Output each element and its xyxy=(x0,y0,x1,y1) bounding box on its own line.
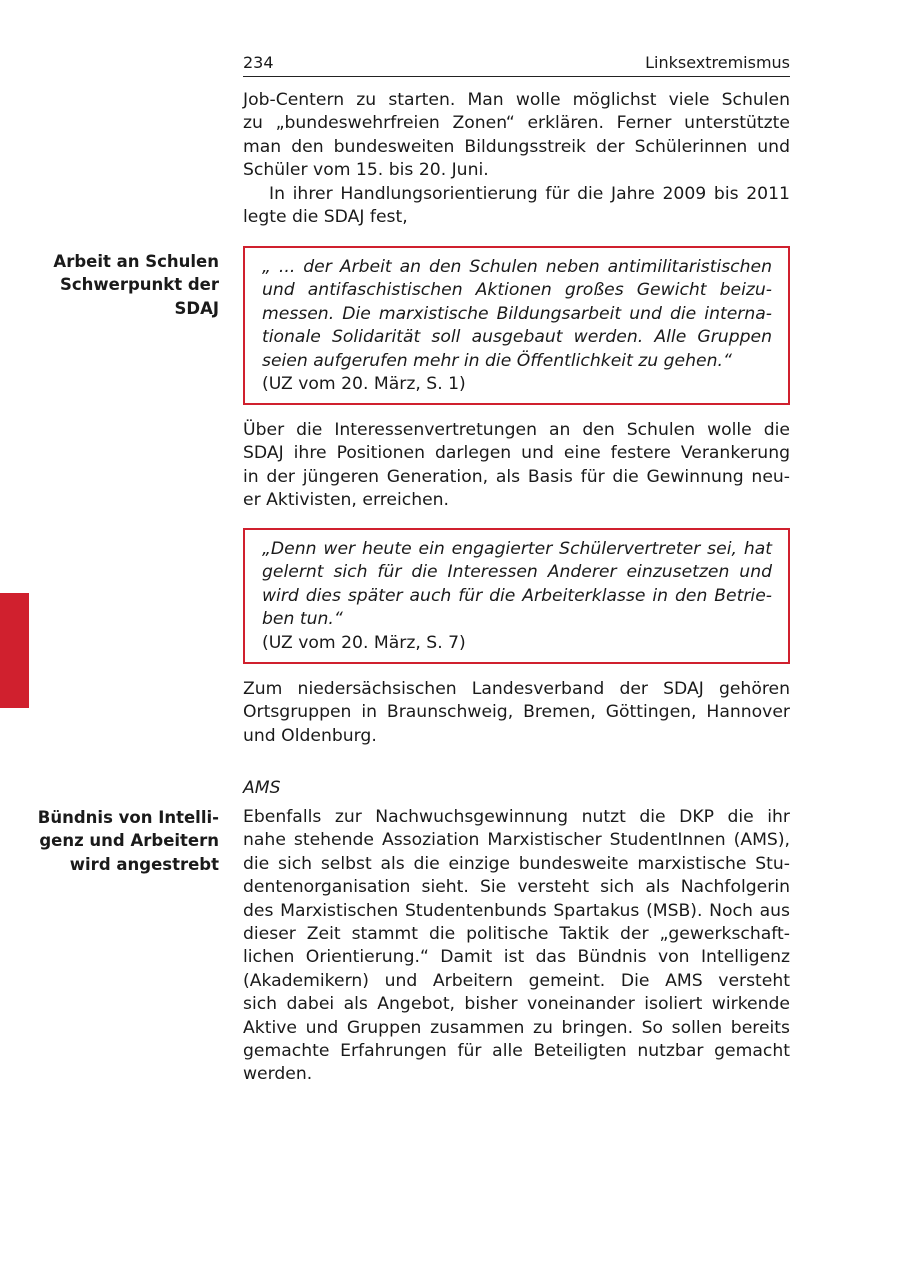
quote-1-text xyxy=(262,256,772,373)
text-line: legte die SDAJ fest, xyxy=(243,207,408,228)
text-line: sich dabei als Angebot, bisher voneinander isoliert wirkende xyxy=(243,994,790,1015)
text-line: dentenorganisation sieht. Sie versteht sich als Nachfolgerin xyxy=(243,877,790,898)
text-line: gelernt sich für die Interessen Anderer einzusetzen und xyxy=(262,562,772,583)
body-paragraph-5 xyxy=(243,806,790,1087)
text-line: Ebenfalls zur Nachwuchsgewinnung nutzt die DKP die ihr xyxy=(243,807,790,827)
text-line: lichen Orientierung.“ Damit ist das Bündnis von Intelligenz xyxy=(243,947,790,968)
text-line: gemachte Erfahrungen für alle Beteiligten nutzbar gemacht xyxy=(243,1041,790,1062)
text-line: Job-Centern zu starten. Man wolle möglichst viele Schulen xyxy=(243,90,790,110)
page-header xyxy=(243,52,790,77)
text-line: werden. xyxy=(243,1064,313,1085)
text-line: er Aktivisten, erreichen. xyxy=(243,490,450,511)
text-line: man den bundesweiten Bildungsstreik der Schülerinnen und xyxy=(243,136,790,157)
running-title: Linksextremismus xyxy=(645,53,790,72)
text-line: (Akademikern) und Arbeitern gemeint. Die AMS versteht xyxy=(243,970,790,991)
text-line: Zum niedersächsischen Landesverband der SDAJ gehören xyxy=(243,679,790,699)
text-line: „ ... der Arbeit an den Schulen neben antimilitaristischen xyxy=(262,257,772,277)
text-line: In ihrer Handlungsorientierung für die Jahre 2009 bis 2011 xyxy=(269,184,790,204)
page-number: 234 xyxy=(243,53,274,72)
text-line: wird angestrebt xyxy=(69,854,219,874)
margin-note-schools xyxy=(20,250,219,320)
quote-1-source: (UZ vom 20. März, S. 1) xyxy=(262,374,466,395)
chapter-tab-marker xyxy=(0,593,29,708)
text-line: Über die Interessenvertretungen an den Schulen wolle die xyxy=(243,420,790,440)
text-line: Arbeit an Schulen xyxy=(53,252,219,271)
text-line: wird dies später auch für die Arbeiterklasse in den Betrie- xyxy=(262,585,772,606)
text-line: Bündnis von Intelli- xyxy=(37,808,219,827)
text-line: Ortsgruppen in Braunschweig, Bremen, Göttingen, Hannover xyxy=(243,702,790,723)
text-line: in der jüngeren Generation, als Basis für die Gewinnung neu- xyxy=(243,466,790,487)
margin-note-alliance xyxy=(20,806,219,876)
text-line: und Oldenburg. xyxy=(243,725,377,746)
text-line: tionale Solidarität soll ausgebaut werden. Alle Gruppen xyxy=(262,327,772,348)
text-line: dieser Zeit stammt die politische Taktik der „gewerkschaft- xyxy=(243,924,790,945)
text-line: nahe stehende Assoziation Marxistischer StudentInnen (AMS), xyxy=(243,830,790,851)
text-line: zu „bundeswehrfreien Zonen“ erklären. Ferner unterstützte xyxy=(243,113,790,134)
body-paragraph-1 xyxy=(243,89,790,183)
text-line: Schwerpunkt der xyxy=(59,275,219,295)
body-paragraph-3 xyxy=(243,419,790,513)
text-line: messen. Die marxistische Bildungsarbeit und die interna- xyxy=(262,303,772,324)
quote-box-2 xyxy=(243,528,790,664)
text-line: seien aufgerufen mehr in die Öffentlichkeit zu gehen.“ xyxy=(262,350,732,371)
quote-box-1 xyxy=(243,246,790,405)
text-line: SDAJ xyxy=(174,298,219,318)
body-paragraph-4 xyxy=(243,678,790,748)
body-paragraph-2 xyxy=(243,183,790,230)
text-line: genz und Arbeitern xyxy=(39,831,219,851)
text-line: und antifaschistischen Aktionen großes Gewicht beizu- xyxy=(262,280,772,301)
text-line: Schüler vom 15. bis 20. Juni. xyxy=(243,160,489,181)
text-line: ben tun.“ xyxy=(262,609,343,630)
text-line: die sich selbst als die einzige bundesweite marxistische Stu- xyxy=(243,853,790,874)
text-line: SDAJ ihre Positionen darlegen und eine festere Verankerung xyxy=(243,443,790,464)
section-heading-ams: AMS xyxy=(243,778,281,798)
quote-2-text xyxy=(262,538,772,632)
text-line: „Denn wer heute ein engagierter Schülervertreter sei, hat xyxy=(262,539,772,559)
quote-2-source: (UZ vom 20. März, S. 7) xyxy=(262,632,466,653)
text-line: Aktive und Gruppen zusammen zu bringen. So sollen bereits xyxy=(243,1017,790,1038)
text-line: des Marxistischen Studentenbunds Spartakus (MSB). Noch aus xyxy=(243,900,790,921)
